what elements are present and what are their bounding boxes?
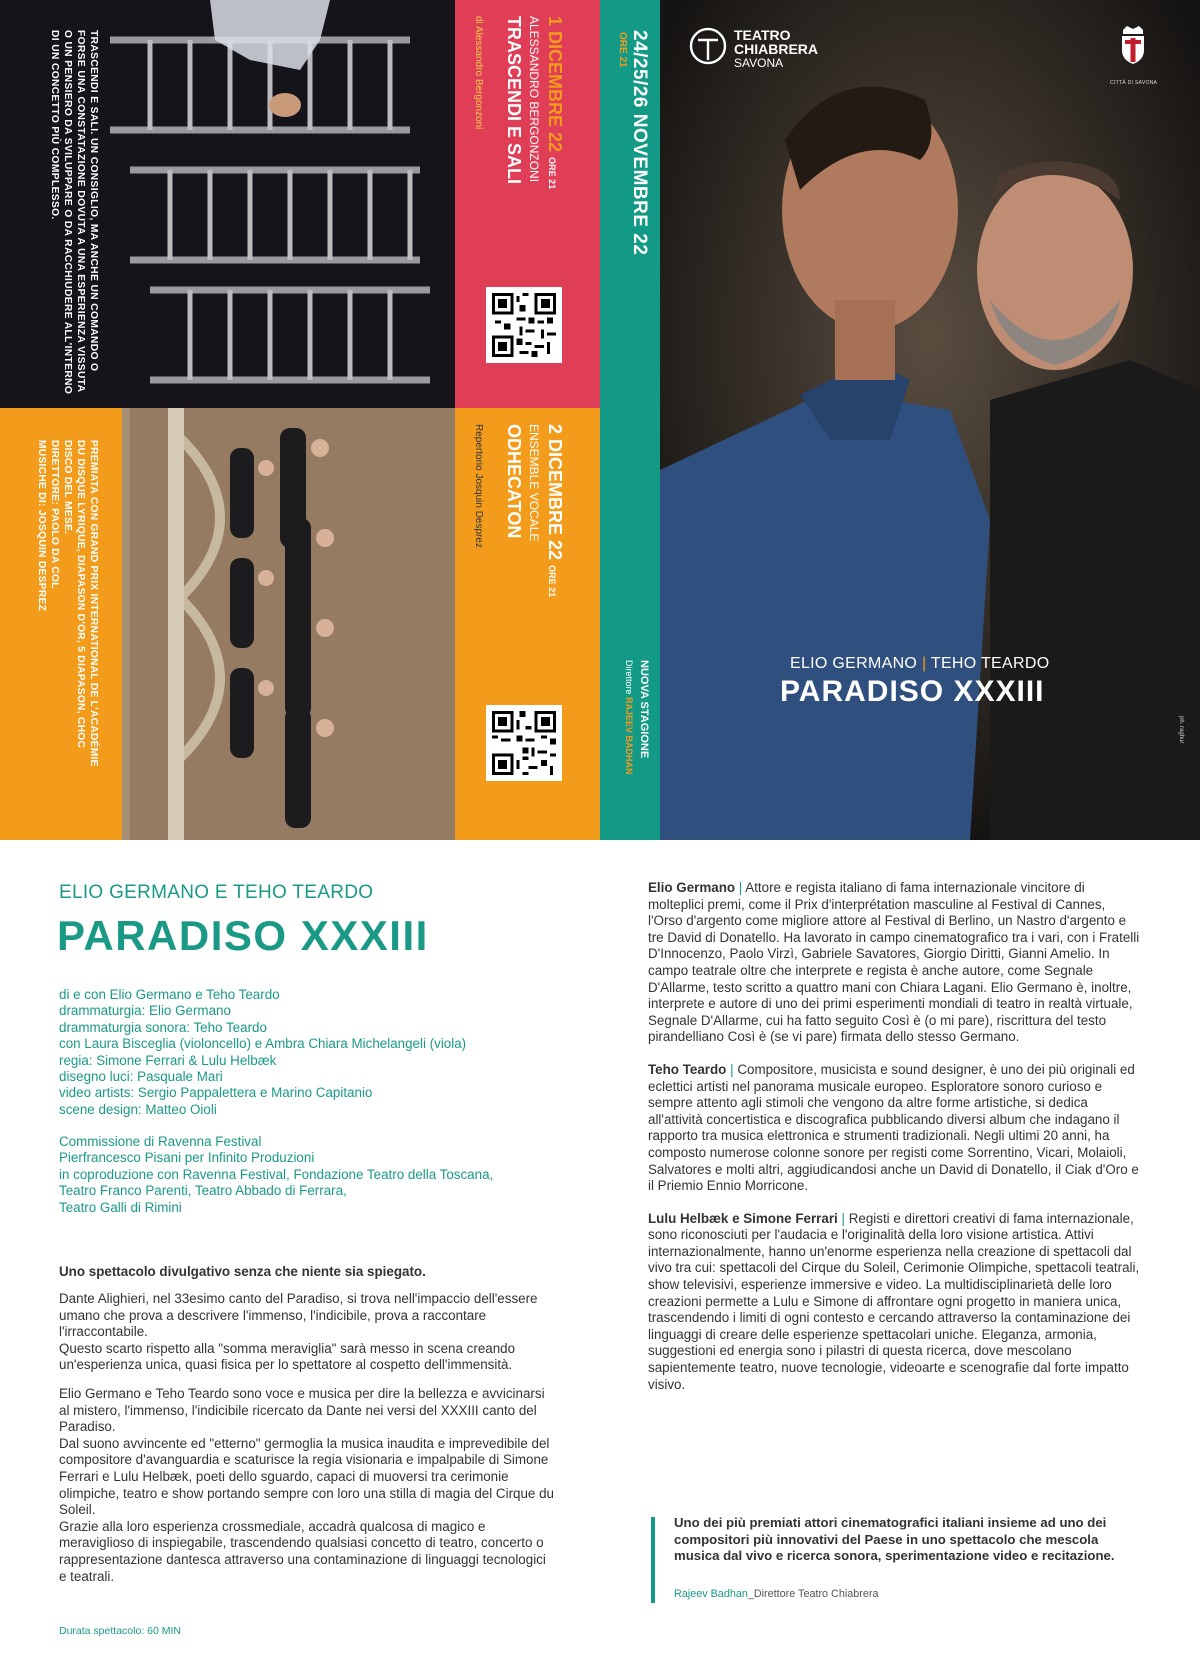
- event2-ensemble: ENSEMBLE VOCALE: [527, 424, 541, 542]
- event1-title: TRASCENDI E SALI: [504, 16, 524, 185]
- season-director: [624, 660, 634, 775]
- event2-title: ODHECATON: [504, 424, 524, 539]
- cover-dates-text: 24/25/26 NOVEMBRE 22: [629, 30, 650, 256]
- credit-line: drammaturgia sonora: Teho Teardo: [59, 1019, 267, 1035]
- bio-name: Lulu Helbæk e Simone Ferrari: [648, 1210, 838, 1226]
- main-lead: Uno spettacolo divulgativo senza che niente sia spiegato.: [59, 1264, 426, 1279]
- event1-qr-code-icon[interactable]: [486, 287, 562, 363]
- credit-line: di e con Elio Germano e Teho Teardo: [59, 987, 280, 1002]
- hero-artist-1: ELIO GERMANO: [790, 655, 918, 672]
- quote-text: Uno dei più premiati attori cinematografici italiani insieme ad uno dei compositori più innovativi del Paese in uno spettacolo che mescola musica dal vivo e ricerca sonora, sperimentazione video e recitazione.: [674, 1515, 1115, 1564]
- credit-line: regia: Simone Ferrari & Lulu Helbæk: [59, 1052, 277, 1068]
- event1-blurb: [48, 30, 100, 394]
- bio-name: Teho Teardo: [648, 1061, 727, 1077]
- credit-line: drammaturgia: Elio Germano: [59, 1003, 231, 1019]
- event2-blurb-line: DIRETTORE: PAOLO DA COL: [49, 440, 60, 589]
- bio-name: Elio Germano: [648, 880, 736, 895]
- production-line: Teatro Franco Parenti, Teatro Abbado di Ferrara,: [59, 1183, 347, 1199]
- season-director-name: RAJEEV BADHAN: [624, 697, 634, 775]
- bio-text: Registi e direttori creativi di fama internazionale, sono riconosciuti per l'audacia e l'originalità della loro visione artistica. Attivi internazionalmente, hanno un'enorme esperienza nella creazione di spettacoli dal vivo tra cui: spettacoli del Cirque du Soleil, Cerimonie Olimpiche, spettacoli teatrali, show televisivi, esperienze immersive e video. La multidisciplinarietà delle loro creazioni permette a Lulu e Simone di affrontare ogni progetto in maniera unica, trascendendo i limiti di ogni contesto e cercando attraverso la contaminazione dei linguaggi di creare delle esperienze spettacolari uniche. Eleganza, armonia, suggestioni ed energia sono i pilastri di questa ricerca, dove mescolano sapientemente teatro, nuove tecnologie, videoarte e scenografie dal forte impatto visivo.: [648, 1210, 1140, 1392]
- event1-by: di Alessandro Bergonzoni: [473, 16, 484, 130]
- event2-date: [544, 424, 565, 597]
- event1-author: ALESSANDRO BERGONZONI: [527, 16, 541, 183]
- teatro-chiabrera-logo-icon: [688, 26, 728, 66]
- theatre-name: [734, 28, 818, 70]
- description-paragraph: Dante Alighieri, nel 33esimo canto del Paradiso, si trova nell'impaccio dell'essere umano che prova a descrivere l'immenso, l'indicibile, prova a raccontare l'irraccontabile.: [59, 1291, 538, 1340]
- main-subtitle: ELIO GERMANO E TEHO TEARDO: [59, 882, 374, 903]
- event1-blurb-line: FORSE UNA CONSTATAZIONE DOVUTA A UNA ESPERIENZA VISSUTA: [75, 30, 86, 393]
- main-title: PARADISO XXXIII: [57, 912, 429, 959]
- theatre-city: SAVONA: [734, 56, 784, 70]
- production-list: [59, 1134, 493, 1216]
- bio-elio: [648, 880, 1142, 1046]
- bio-text: Attore e regista italiano di fama internazionale vincitore di molteplici premi, come il Prix d'interprétation masculine al Festival di Cannes, l'Orso d'argento come migliore attore al Festival di Berlino, un Nastro d'argento e tre David di Donatello. Ha lavorato in campo cinematografico tra i vari, con i Fratelli D'Innocenzo, Paolo Virzì, Gabriele Savatores, Giorgio Diritti, Gianni Amelio. In campo teatrale oltre che interprete e regista è anche autore, come Segnale D'Allarme, testo scritto a quattro mani con Chiara Lagani. Elio Germano è, inoltre, interprete e autore di uno dei primi esperimenti mondiali di teatro in realtà virtuale, Segnale D'Allarme, cui ha fatto seguito Così è (o mi pare), riscrittura del testo pirandelliano Così è (se vi pare) firmata dello stesso Germano.: [648, 880, 1140, 1045]
- quote-author: Rajeev Badhan: [674, 1588, 748, 1600]
- bio-lulu-simone: [648, 1211, 1142, 1394]
- description-paragraph: Dal suono avvincente ed "etterno" germoglia la musica inaudita e imprevedibile del compositore d'avanguardia e scaturisce la regia visionaria e impalpabile di Simone Ferrari e Lulu Helbæk, poeti dello sguardo, capaci di muoversi tra cerimonie olimpiche, teatro e show portando sempre con loro una stilla di magia del Cirque du Soleil.: [59, 1435, 554, 1518]
- bio-separator: |: [730, 1061, 734, 1077]
- hero-artist-separator: |: [921, 655, 927, 672]
- credits-list: [59, 987, 466, 1118]
- bios: [648, 880, 1142, 1393]
- hero-portrait-illustration: [660, 0, 1200, 840]
- description-paragraph: Questo scarto rispetto alla "somma meraviglia" sarà messo in scena creando un'esperienza unica, quasi fisica per lo spettatore al cospetto dell'immensità.: [59, 1340, 516, 1373]
- season-director-label: Direttore: [624, 660, 634, 695]
- cover-dates: [628, 30, 650, 255]
- event2-blurb-line: PREMIATA CON GRAND PRIX INTERNATIONAL DE L'ACADÉMIE: [88, 440, 99, 767]
- credit-line: disegno luci: Pasquale Mari: [59, 1069, 223, 1085]
- quote-bar: [651, 1517, 655, 1603]
- event1-blurb-line: TRASCENDI E SALI. UN CONSIGLIO, MA ANCHE UN COMANDO O: [88, 30, 99, 372]
- hero-title: PARADISO XXXIII: [780, 675, 1045, 708]
- credit-line: con Laura Bisceglia (violoncello) e Ambra Chiara Michelangeli (viola): [59, 1036, 467, 1052]
- event2-blurb: [35, 440, 100, 767]
- credit-line: scene design: Matteo Oioli: [59, 1101, 217, 1117]
- duration: Durata spettacolo: 60 MIN: [59, 1625, 181, 1637]
- city-coat-of-arms-icon: [1118, 26, 1148, 66]
- production-line: Teatro Galli di Rimini: [59, 1199, 182, 1215]
- event1-time: ORE 21: [547, 157, 557, 190]
- bio-separator: |: [738, 880, 743, 895]
- photo-credit: ph. raghur: [1178, 716, 1184, 744]
- credit-line: video artists: Sergio Pappalettera e Marino Capitanio: [59, 1085, 373, 1101]
- bio-text: Compositore, musicista e sound designer, è uno dei più originali ed eclettici artisti nel panorama musicale europeo. Esploratore sonoro curioso e sempre attento agli stimoli che vengono da altre forme artistiche, si dedica all'attività concertistica e discografica pubblicando diversi album che indagano il rapporto tra musica elettronica e strumenti tradizionali. Negli ultimi 20 anni, ha composto numerose colonne sonore per registi come Sorrentino, Vicari, Molaioli, Salvatores e molti altri, aggiudicandosi anche un David di Donatello, il Ciak d'Oro e il Priemio Ennio Morricone.: [648, 1061, 1139, 1194]
- city-label: CITTÀ DI SAVONA: [1110, 80, 1158, 86]
- event2-repertoire: Repertorio Josquin Desprez: [473, 424, 484, 548]
- bio-separator: |: [841, 1210, 845, 1226]
- theatre-name-line2: CHIABRERA: [734, 41, 818, 57]
- production-line: in coproduzione con Ravenna Festival, Fondazione Teatro della Toscana,: [59, 1166, 494, 1182]
- hero-photo: [660, 0, 1200, 840]
- bio-teho: [648, 1062, 1142, 1195]
- event2-time: ORE 21: [547, 565, 557, 598]
- event2-date-text: 2 DICEMBRE 22: [545, 424, 565, 561]
- hero-artists: [790, 655, 1049, 673]
- event1-date: [544, 16, 565, 189]
- quote-role: _Direttore Teatro Chiabrera: [747, 1588, 879, 1600]
- event2-blurb-line: MUSICHE DI: JOSQUIN DESPREZ: [36, 440, 47, 612]
- event2-blurb-line: DU DISQUE LYRIQUE, DIAPASON D'OR, 5 DIAPASON, CHOC: [75, 440, 86, 749]
- event2-blurb-line: DISCO DEL MESE.: [62, 440, 73, 535]
- cover-time: ORE 21: [617, 32, 628, 68]
- description-paragraph: Elio Germano e Teho Teardo sono voce e musica per dire la bellezza e avvicinarsi al mistero, l'immenso, l'indicibile ricercato da Dante nei versi del XXXIII canto del Paradiso.: [59, 1385, 545, 1435]
- quote-attribution: [674, 1588, 878, 1600]
- description-paragraph: Grazie alla loro esperienza crossmediale, accadrà qualcosa di magico e meraviglioso di inspiegabile, trascendendo qualsiasi concetto di teatro, concerto o rappresentazione dantesca attraverso una contaminazione di linguaggi tecnologici e teatrali.: [59, 1518, 546, 1584]
- event1-date-text: 1 DICEMBRE 22: [545, 16, 565, 153]
- event1-blurb-line: O UN PENSIERO DA SVILUPPARE O DA RACCHIUDERE ALL'INTERNO: [62, 30, 73, 395]
- main-description: [59, 1291, 555, 1585]
- event1-blurb-line: DI UN CONCETTO PIÙ COMPLESSO.: [49, 30, 60, 220]
- season-label: NUOVA STAGIONE: [638, 660, 650, 759]
- event2-qr-code-icon[interactable]: [486, 705, 562, 781]
- hero-artist-2: TEHO TEARDO: [930, 655, 1050, 672]
- production-line: Pierfrancesco Pisani per Infinito Produzioni: [59, 1150, 315, 1166]
- theatre-name-line1: TEATRO: [734, 27, 791, 43]
- production-line: Commissione di Ravenna Festival: [59, 1134, 262, 1149]
